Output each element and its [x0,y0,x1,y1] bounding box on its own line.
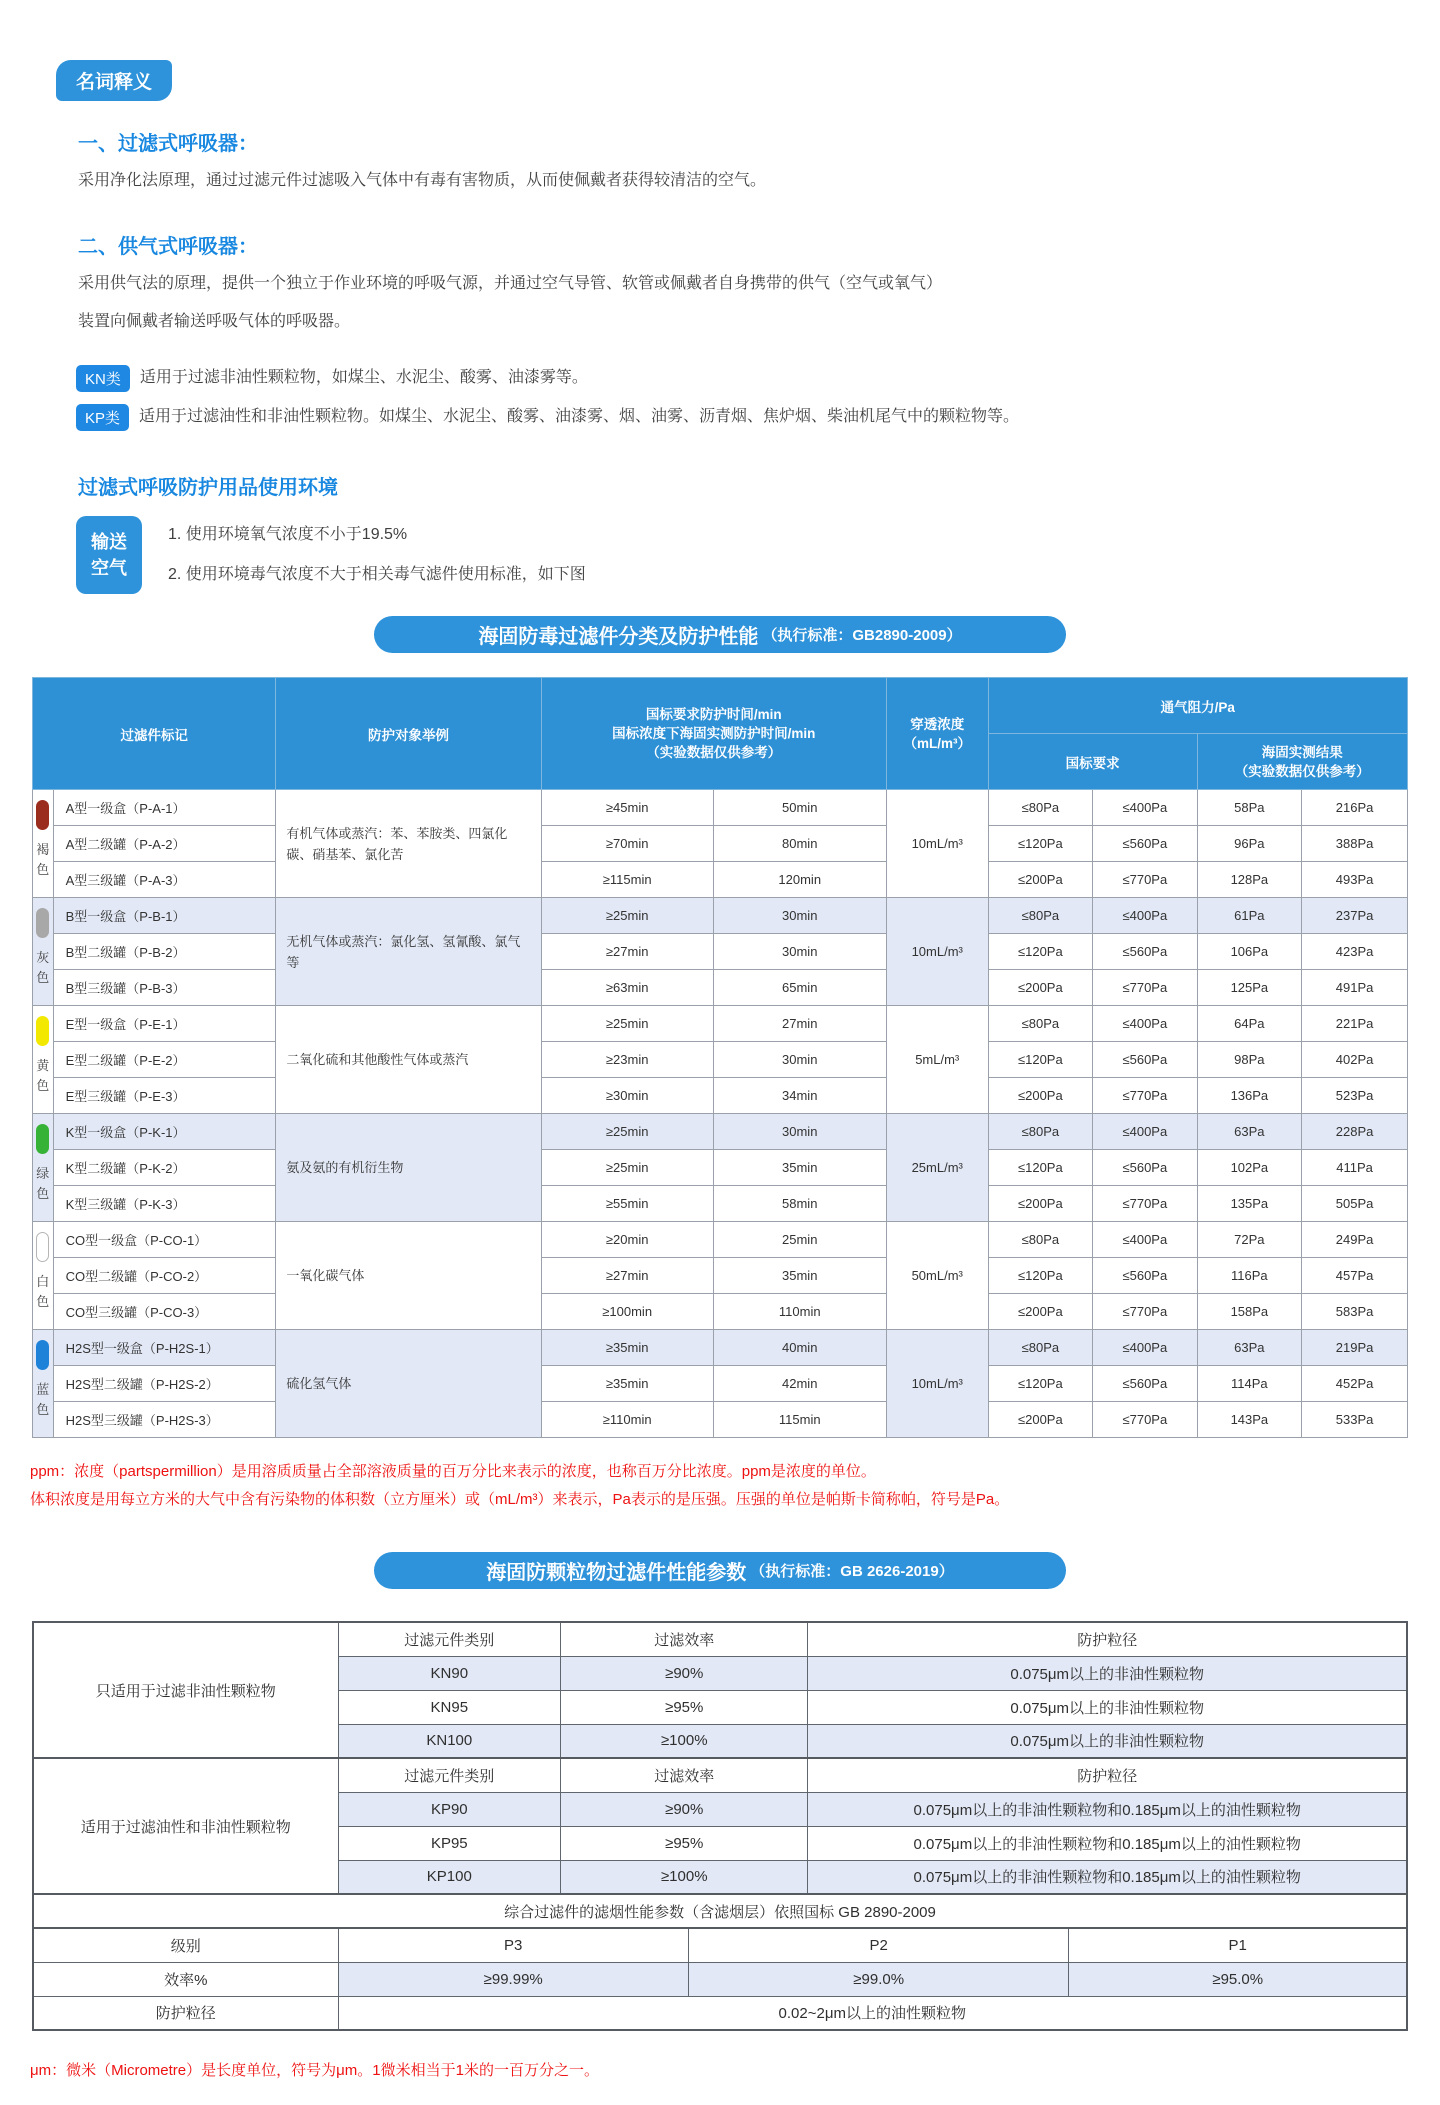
micron-note: μm：微米（Micrometre）是长度单位，符号为μm。1微米相当于1米的一百万分之一。 [30,2062,599,2079]
req-pa-1: ≤80Pa [988,1330,1093,1366]
brown-pill-icon [36,800,49,830]
result-pa-1: 143Pa [1197,1402,1302,1438]
table-row [33,1366,1408,1402]
kp-class-text: 适用于过滤油性和非油性颗粒物。如煤尘、水泥尘、酸雾、油漆雾、烟、油雾、沥青烟、焦炉烟、柴油机尾气中的颗粒物等。 [139,408,1020,425]
level-label: 级别 [33,1928,338,1962]
environment-items [168,524,586,586]
req-pa-2: ≤560Pa [1093,934,1198,970]
filter-name: CO型三级罐（P-CO-3） [53,1294,276,1330]
result-pa-2: 216Pa [1302,790,1408,826]
required-time: ≥23min [541,1042,713,1078]
req-pa-2: ≤400Pa [1093,1114,1198,1150]
result-pa-1: 64Pa [1197,1006,1302,1042]
air-badge-line1: 输送 [91,532,127,552]
result-pa-2: 457Pa [1302,1258,1408,1294]
result-pa-2: 423Pa [1302,934,1408,970]
req-pa-2: ≤770Pa [1093,1294,1198,1330]
air-supply-badge [76,516,142,594]
table-row [33,1330,1408,1366]
environment-heading: 过滤式呼吸防护用品使用环境 [78,477,338,499]
required-time: ≥30min [541,1078,713,1114]
filter-name: H2S型二级罐（P-H2S-2） [53,1366,276,1402]
col-header-type: 过滤元件类别 [338,1758,561,1792]
group-label-non-oily: 只适用于过滤非油性颗粒物 [33,1622,338,1758]
table-row [33,1186,1408,1222]
required-time: ≥100min [541,1294,713,1330]
result-pa-2: 523Pa [1302,1078,1408,1114]
filter-name: K型二级罐（P-K-2） [53,1150,276,1186]
table-row [33,790,1408,826]
filter-efficiency: ≥95% [561,1690,808,1724]
environment-block [76,516,1440,594]
filter-name: B型二级罐（P-B-2） [53,934,276,970]
result-pa-2: 228Pa [1302,1114,1408,1150]
gas-table-title [374,616,1066,653]
table-row [33,1114,1408,1150]
result-pa-1: 135Pa [1197,1186,1302,1222]
result-pa-2: 505Pa [1302,1186,1408,1222]
result-pa-1: 72Pa [1197,1222,1302,1258]
color-cell-green: 绿色 [33,1114,54,1222]
filter-name: B型三级罐（P-B-3） [53,970,276,1006]
tested-time: 30min [713,934,886,970]
req-pa-2: ≤770Pa [1093,1078,1198,1114]
required-time: ≥35min [541,1366,713,1402]
efficiency-label: 效率% [33,1962,338,1996]
table-row [33,1996,1407,2030]
result-pa-1: 158Pa [1197,1294,1302,1330]
kn-class-text: 适用于过滤非油性颗粒物，如煤尘、水泥尘、酸雾、油漆雾等。 [139,369,588,386]
result-pa-2: 402Pa [1302,1042,1408,1078]
filter-efficiency: ≥100% [561,1860,808,1894]
result-pa-2: 411Pa [1302,1150,1408,1186]
req-pa-1: ≤200Pa [988,1294,1093,1330]
result-pa-2: 249Pa [1302,1222,1408,1258]
smoke-performance-note: 综合过滤件的滤烟性能参数（含滤烟层）依照国标 GB 2890-2009 [33,1894,1407,1928]
blue-pill-icon [36,1340,49,1370]
result-pa-1: 63Pa [1197,1330,1302,1366]
tested-time: 115min [713,1402,886,1438]
req-pa-1: ≤120Pa [988,1258,1093,1294]
col-header-type: 过滤元件类别 [338,1622,561,1656]
filter-name: A型二级罐（P-A-2） [53,826,276,862]
tested-time: 50min [713,790,886,826]
filter-name: K型一级盒（P-K-1） [53,1114,276,1150]
table-row [33,970,1408,1006]
filter-type: KP100 [338,1860,561,1894]
req-pa-1: ≤120Pa [988,826,1093,862]
req-pa-1: ≤80Pa [988,1222,1093,1258]
white-pill-icon [36,1232,49,1262]
header-airflow-resistance: 通气阻力/Pa [988,678,1407,734]
col-header-size: 防护粒径 [808,1758,1407,1792]
required-time: ≥115min [541,862,713,898]
penetration-concentration: 10mL/m³ [886,898,988,1006]
particle-filter-table [32,1621,1408,2031]
tested-time: 58min [713,1186,886,1222]
header-national-requirement: 国标要求 [988,734,1197,790]
environment-item-2: 2. 使用环境毒气浓度不大于相关毒气滤件使用标准，如下图 [168,566,586,583]
color-cell-brown: 褐色 [33,790,54,898]
filter-name: H2S型一级盒（P-H2S-1） [53,1330,276,1366]
col-header-efficiency: 过滤效率 [561,1758,808,1792]
tested-time: 25min [713,1222,886,1258]
particle-table-title-standard: （执行标准：GB 2626-2019） [750,1563,954,1580]
filter-name: A型三级罐（P-A-3） [53,862,276,898]
required-time: ≥25min [541,1114,713,1150]
result-pa-2: 583Pa [1302,1294,1408,1330]
result-pa-2: 221Pa [1302,1006,1408,1042]
result-pa-1: 63Pa [1197,1114,1302,1150]
filter-efficiency: ≥90% [561,1656,808,1690]
group-label-oily: 适用于过滤油性和非油性颗粒物 [33,1758,338,1894]
req-pa-1: ≤200Pa [988,1078,1093,1114]
definition-2-text-line2: 装置向佩戴者输送呼吸气体的呼吸器。 [78,313,351,330]
glossary-badge: 名词释义 [56,60,172,101]
level-p2: P2 [688,1928,1069,1962]
efficiency-p2: ≥99.0% [688,1962,1069,1996]
req-pa-1: ≤200Pa [988,1186,1093,1222]
result-pa-1: 116Pa [1197,1258,1302,1294]
table-row [33,862,1408,898]
result-pa-2: 493Pa [1302,862,1408,898]
result-pa-1: 125Pa [1197,970,1302,1006]
required-time: ≥27min [541,934,713,970]
req-pa-2: ≤560Pa [1093,826,1198,862]
req-pa-2: ≤400Pa [1093,898,1198,934]
req-pa-1: ≤80Pa [988,1114,1093,1150]
filter-name: E型一级盒（P-E-1） [53,1006,276,1042]
required-time: ≥25min [541,1006,713,1042]
table-row [33,1622,1407,1656]
filter-name: K型三级罐（P-K-3） [53,1186,276,1222]
tested-time: 34min [713,1078,886,1114]
color-cell-gray: 灰色 [33,898,54,1006]
protection-object: 氨及氨的有机衍生物 [276,1114,541,1222]
table-row [33,1006,1408,1042]
required-time: ≥35min [541,1330,713,1366]
header-filter-mark: 过滤件标记 [33,678,276,790]
tested-time: 30min [713,898,886,934]
result-pa-2: 452Pa [1302,1366,1408,1402]
required-time: ≥55min [541,1186,713,1222]
tested-time: 30min [713,1042,886,1078]
gray-pill-icon [36,908,49,938]
tested-time: 65min [713,970,886,1006]
header-haigu-result: 海固实测结果 （实验数据仅供参考） [1197,734,1407,790]
gas-table-title-standard: （执行标准：GB2890-2009） [762,627,962,644]
header-protection-object: 防护对象举例 [276,678,541,790]
result-pa-1: 102Pa [1197,1150,1302,1186]
penetration-concentration: 10mL/m³ [886,790,988,898]
table-row [33,1042,1408,1078]
definition-2-text-line1: 采用供气法的原理，提供一个独立于作业环境的呼吸气源，并通过空气导管、软管或佩戴者自身携带的供气（空气或氧气） [78,275,943,292]
req-pa-2: ≤400Pa [1093,790,1198,826]
result-pa-2: 491Pa [1302,970,1408,1006]
ppm-note [30,1458,1440,1514]
filter-name: CO型一级盒（P-CO-1） [53,1222,276,1258]
particle-table-title [374,1552,1066,1589]
col-header-size: 防护粒径 [808,1622,1407,1656]
filter-type: KN95 [338,1690,561,1724]
color-cell-white: 白色 [33,1222,54,1330]
result-pa-1: 128Pa [1197,862,1302,898]
req-pa-1: ≤120Pa [988,1150,1093,1186]
req-pa-1: ≤200Pa [988,1402,1093,1438]
result-pa-2: 237Pa [1302,898,1408,934]
header-protection-time: 国标要求防护时间/min 国标浓度下海固实测防护时间/min （实验数据仅供参考） [541,678,886,790]
req-pa-1: ≤80Pa [988,1006,1093,1042]
kn-class-row [76,365,1440,392]
req-pa-2: ≤560Pa [1093,1258,1198,1294]
protection-size: 0.075μm以上的非油性颗粒物和0.185μm以上的油性颗粒物 [808,1792,1407,1826]
protection-object: 无机气体或蒸汽：氯化氢、氢氰酸、氯气等 [276,898,541,1006]
result-pa-1: 98Pa [1197,1042,1302,1078]
table-row [33,934,1408,970]
table-row [33,1758,1407,1792]
result-pa-1: 136Pa [1197,1078,1302,1114]
req-pa-2: ≤770Pa [1093,1186,1198,1222]
environment-item-1: 1. 使用环境氧气浓度不小于19.5% [168,526,408,543]
color-cell-yellow: 黄色 [33,1006,54,1114]
filter-type: KP95 [338,1826,561,1860]
required-time: ≥45min [541,790,713,826]
filter-name: H2S型三级罐（P-H2S-3） [53,1402,276,1438]
result-pa-1: 58Pa [1197,790,1302,826]
ppm-note-line1: ppm：浓度（partspermillion）是用溶质质量占全部溶液质量的百万分比来表示的浓度，也称百万分比浓度。ppm是浓度的单位。 [30,1463,876,1480]
protection-size: 0.075μm以上的非油性颗粒物 [808,1690,1407,1724]
req-pa-2: ≤770Pa [1093,862,1198,898]
protection-size: 0.075μm以上的非油性颗粒物和0.185μm以上的油性颗粒物 [808,1860,1407,1894]
kp-class-badge: KP类 [76,404,129,431]
air-badge-line2: 空气 [91,558,127,578]
table-row [33,826,1408,862]
protection-size: 0.075μm以上的非油性颗粒物 [808,1656,1407,1690]
gas-table-title-text: 海固防毒过滤件分类及防护性能 [478,626,759,648]
filter-name: A型一级盒（P-A-1） [53,790,276,826]
table-row [33,1294,1408,1330]
result-pa-2: 219Pa [1302,1330,1408,1366]
table-row [33,898,1408,934]
protection-size: 0.075μm以上的非油性颗粒物 [808,1724,1407,1758]
ppm-note-line2: 体积浓度是用每立方米的大气中含有污染物的体积数（立方厘米）或（mL/m³）来表示，Pa表示的是压强。压强的单位是帕斯卡简称帕，符号是Pa。 [30,1491,1010,1508]
filter-name: CO型二级罐（P-CO-2） [53,1258,276,1294]
result-pa-1: 114Pa [1197,1366,1302,1402]
table-row [33,1402,1408,1438]
tested-time: 27min [713,1006,886,1042]
filter-type: KN90 [338,1656,561,1690]
header-penetration-concentration: 穿透浓度 （mL/m³） [886,678,988,790]
req-pa-2: ≤770Pa [1093,1402,1198,1438]
efficiency-p3: ≥99.99% [338,1962,688,1996]
table-row [33,1928,1407,1962]
req-pa-2: ≤400Pa [1093,1222,1198,1258]
tested-time: 40min [713,1330,886,1366]
tested-time: 35min [713,1258,886,1294]
result-pa-2: 388Pa [1302,826,1408,862]
req-pa-2: ≤770Pa [1093,970,1198,1006]
required-time: ≥25min [541,1150,713,1186]
definition-1-text: 采用净化法原理，通过过滤元件过滤吸入气体中有毒有害物质，从而使佩戴者获得较清洁的空气。 [78,172,767,189]
req-pa-1: ≤120Pa [988,1042,1093,1078]
kn-class-badge: KN类 [76,365,130,392]
col-header-efficiency: 过滤效率 [561,1622,808,1656]
req-pa-1: ≤120Pa [988,934,1093,970]
tested-time: 120min [713,862,886,898]
req-pa-1: ≤200Pa [988,970,1093,1006]
result-pa-1: 96Pa [1197,826,1302,862]
filter-type: KP90 [338,1792,561,1826]
table-row [33,1962,1407,1996]
filter-name: E型二级罐（P-E-2） [53,1042,276,1078]
definition-2-heading: 二、供气式呼吸器： [78,236,258,258]
tested-time: 80min [713,826,886,862]
table-row [33,1258,1408,1294]
req-pa-1: ≤120Pa [988,1366,1093,1402]
required-time: ≥27min [541,1258,713,1294]
req-pa-2: ≤400Pa [1093,1330,1198,1366]
required-time: ≥70min [541,826,713,862]
table-row [33,1150,1408,1186]
table-row [33,1078,1408,1114]
tested-time: 30min [713,1114,886,1150]
size-label: 防护粒径 [33,1996,338,2030]
req-pa-2: ≤560Pa [1093,1366,1198,1402]
size-value: 0.02~2μm以上的油性颗粒物 [338,1996,1407,2030]
result-pa-2: 533Pa [1302,1402,1408,1438]
level-p3: P3 [338,1928,688,1962]
efficiency-p1: ≥95.0% [1069,1962,1407,1996]
penetration-concentration: 25mL/m³ [886,1114,988,1222]
filter-type: KN100 [338,1724,561,1758]
req-pa-2: ≤560Pa [1093,1042,1198,1078]
required-time: ≥110min [541,1402,713,1438]
definition-1-heading: 一、过滤式呼吸器： [78,133,258,155]
color-cell-blue: 蓝色 [33,1330,54,1438]
level-p1: P1 [1069,1928,1407,1962]
protection-object: 二氧化硫和其他酸性气体或蒸汽 [276,1006,541,1114]
required-time: ≥63min [541,970,713,1006]
filter-efficiency: ≥90% [561,1792,808,1826]
req-pa-2: ≤400Pa [1093,1006,1198,1042]
filter-efficiency: ≥100% [561,1724,808,1758]
required-time: ≥20min [541,1222,713,1258]
particle-table-title-text: 海固防颗粒物过滤件性能参数 [486,1562,747,1584]
tested-time: 110min [713,1294,886,1330]
table-row [33,1222,1408,1258]
req-pa-1: ≤80Pa [988,790,1093,826]
yellow-pill-icon [36,1016,49,1046]
result-pa-1: 61Pa [1197,898,1302,934]
tested-time: 42min [713,1366,886,1402]
kp-class-row [76,404,1440,431]
required-time: ≥25min [541,898,713,934]
filter-name: E型三级罐（P-E-3） [53,1078,276,1114]
penetration-concentration: 10mL/m³ [886,1330,988,1438]
penetration-concentration: 50mL/m³ [886,1222,988,1330]
protection-size: 0.075μm以上的非油性颗粒物和0.185μm以上的油性颗粒物 [808,1826,1407,1860]
tested-time: 35min [713,1150,886,1186]
filter-name: B型一级盒（P-B-1） [53,898,276,934]
req-pa-1: ≤200Pa [988,862,1093,898]
req-pa-1: ≤80Pa [988,898,1093,934]
green-pill-icon [36,1124,49,1154]
filter-efficiency: ≥95% [561,1826,808,1860]
protection-object: 硫化氢气体 [276,1330,541,1438]
req-pa-2: ≤560Pa [1093,1150,1198,1186]
gas-filter-table [32,677,1408,1438]
protection-object: 有机气体或蒸汽：苯、苯胺类、四氯化碳、硝基苯、氯化苦 [276,790,541,898]
protection-object: 一氧化碳气体 [276,1222,541,1330]
penetration-concentration: 5mL/m³ [886,1006,988,1114]
table-row [33,1894,1407,1928]
result-pa-1: 106Pa [1197,934,1302,970]
